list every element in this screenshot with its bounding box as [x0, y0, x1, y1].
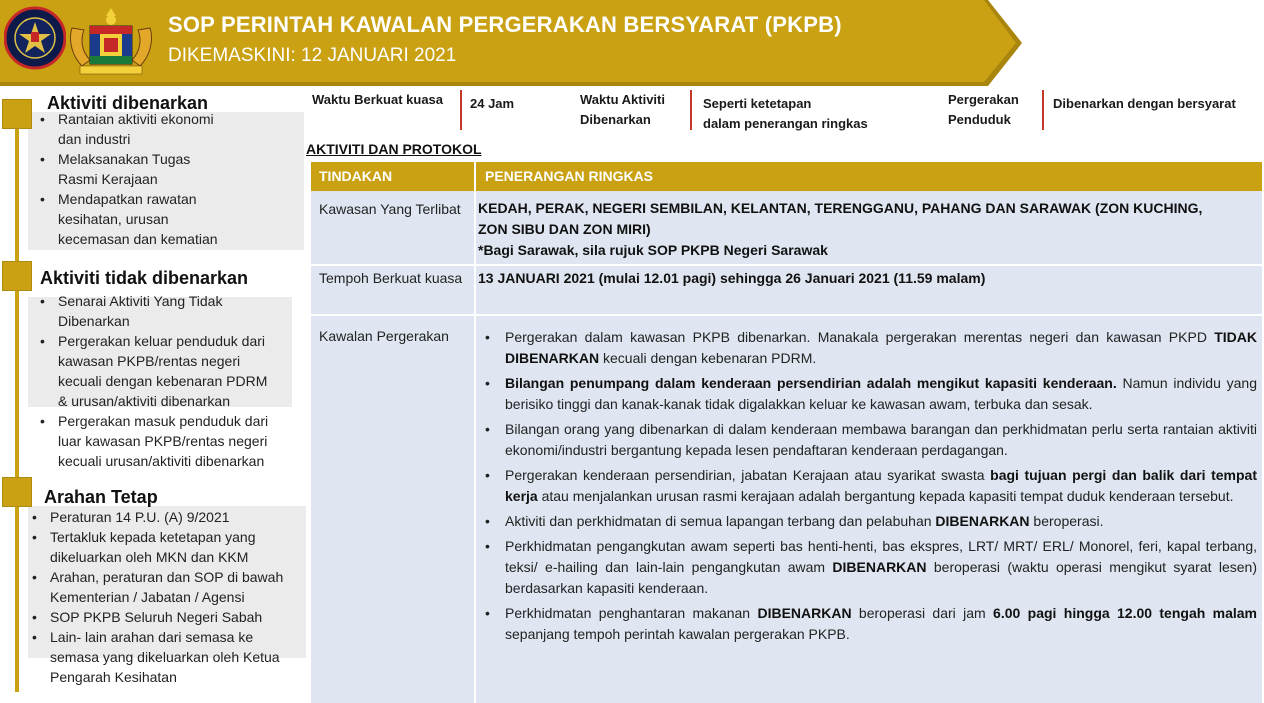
list-item: • Peraturan 14 P.U. (A) 9/2021: [28, 507, 310, 527]
coat-of-arms-logo: [66, 6, 156, 76]
section-marker: [2, 477, 32, 507]
allowed-heading: Aktiviti dibenarkan: [47, 93, 209, 113]
not-allowed-list: [36, 291, 306, 471]
list-item: • Mendapatkan rawatan kesihatan, urusan kecemasan dan kematian: [36, 189, 304, 249]
list-item: • Melaksanakan Tugas Rasmi Kerajaan: [36, 149, 304, 189]
row-value: 13 JANUARI 2021 (mulai 12.01 pagi) sehingga 26 Januari 2021 (11.59 malam): [478, 270, 986, 286]
kawalan-item: • Perkhidmatan penghantaran makanan DIBENARKAN beroperasi dari jam 6.00 pagi hingga 12.00 tengah malam sepanjang tempoh perintah kawalan pergerakan PKPB.: [479, 603, 1257, 645]
section-title: AKTIVITI DAN PROTOKOL: [306, 141, 482, 157]
list-item: • Rantaian aktiviti ekonomi dan industri: [36, 109, 304, 149]
header-banner: [0, 0, 1022, 86]
row-label: Kawalan Pergerakan: [319, 328, 449, 344]
info-divider: [1042, 90, 1044, 130]
pergerakan-label: Pergerakan Penduduk: [948, 92, 1019, 127]
section-marker: [2, 261, 32, 291]
row-label: Tempoh Berkuat kuasa: [319, 270, 463, 286]
left-timeline: [15, 100, 19, 692]
kawalan-item: • Pergerakan dalam kawasan PKPB dibenarkan. Manakala pergerakan merentas negeri dan kawasan PKPD TIDAK DIBENARKAN kecuali dengan kebenaran PDRM.: [479, 327, 1257, 369]
kawalan-item: • Pergerakan kenderaan persendirian, jabatan Kerajaan atau syarikat swasta bagi tujuan pergi dan balik dari tempat kerja atau menjalankan urusan rasmi kerajaan adalah bergantung kepada kapasiti tempat duduk kenderaan tersebut.: [479, 465, 1257, 507]
standing-heading: Arahan Tetap: [44, 487, 158, 507]
allowed-list: [36, 109, 304, 249]
nsc-logo: [4, 4, 66, 72]
row-value: KEDAH, PERAK, NEGERI SEMBILAN, KELANTAN, TERENGGANU, PAHANG DAN SARAWAK (ZON KUCHING, ZON SIBU DAN ZON MIRI) *Bagi Sarawak, sila rujuk SOP PKPB Negeri Sarawak: [478, 200, 1203, 258]
page-subtitle: DIKEMASKINI: 12 JANUARI 2021: [168, 45, 457, 66]
list-item: • Arahan, peraturan dan SOP di bawah Kementerian / Jabatan / Agensi: [28, 567, 310, 607]
waktu-berkuat-value: 24 Jam: [470, 96, 515, 111]
header-divider: [474, 162, 476, 191]
waktu-berkuat-label: Waktu Berkuat kuasa: [312, 92, 444, 107]
list-item: • Senarai Aktiviti Yang Tidak Dibenarkan: [36, 291, 306, 331]
info-divider: [460, 90, 462, 130]
kawalan-item: • Aktiviti dan perkhidmatan di semua lapangan terbang dan pelabuhan DIBENARKAN beroperasi.: [479, 511, 1257, 532]
list-item: • Pergerakan masuk penduduk dari luar kawasan PKPB/rentas negeri kecuali urusan/aktiviti dibenarkan: [36, 411, 306, 471]
not-allowed-heading: Aktiviti tidak dibenarkan: [40, 268, 249, 288]
page-title: SOP PERINTAH KAWALAN PERGERAKAN BERSYARAT (PKPB): [168, 12, 842, 37]
list-item: • Lain- lain arahan dari semasa ke semasa yang dikeluarkan oleh Ketua Pengarah Kesihatan: [28, 627, 310, 687]
kawalan-item: • Bilangan penumpang dalam kenderaan persendirian adalah mengikut kapasiti kenderaan. Namun individu yang berisiko tinggi dan kanak-kanak tidak digalakkan keluar ke kawasan awam, terbuka dan sesak.: [479, 373, 1257, 415]
kawalan-list: [479, 327, 1257, 649]
row-label: Kawasan Yang Terlibat: [319, 201, 461, 217]
info-divider: [690, 90, 692, 130]
pergerakan-value: Dibenarkan dengan bersyarat: [1053, 96, 1236, 111]
list-item: • Tertakluk kepada ketetapan yang dikeluarkan oleh MKN dan KKM: [28, 527, 310, 567]
table-header: [311, 162, 1262, 191]
col-header-action: TINDAKAN: [319, 168, 393, 184]
column-divider: [474, 191, 476, 703]
kawalan-item: • Bilangan orang yang dibenarkan di dalam kenderaan membawa barangan dan perkhidmatan perlu serta rantaian aktiviti ekonomi/industri bergantung kepada lesen pendaftaran kenderaan perdagangan.: [479, 419, 1257, 461]
kawalan-item: • Perkhidmatan pengangkutan awam seperti bas henti-henti, bas ekspres, LRT/ MRT/ ERL/ Monorel, feri, kapal terbang, teksi/ e-hailing dan lain-lain pengangkutan awam DIBENARKAN beroperasi (waktu operasi mengikut syarat lesen) berdasarkan kapasiti kenderaan.: [479, 536, 1257, 599]
waktu-aktiviti-value: Seperti ketetapan dalam penerangan ringkas: [703, 96, 868, 131]
col-header-desc: PENERANGAN RINGKAS: [485, 168, 654, 184]
table-row: [311, 191, 1262, 264]
section-marker: [2, 99, 32, 129]
list-item: • Pergerakan keluar penduduk dari kawasan PKPB/rentas negeri kecuali dengan kebenaran PDRM & urusan/aktiviti dibenarkan: [36, 331, 306, 411]
waktu-aktiviti-label: Waktu Aktiviti Dibenarkan: [580, 92, 665, 127]
table-row: [311, 266, 1262, 314]
list-item: • SOP PKPB Seluruh Negeri Sabah: [28, 607, 310, 627]
protocol-table: [311, 162, 1262, 703]
standing-list: [28, 507, 310, 687]
